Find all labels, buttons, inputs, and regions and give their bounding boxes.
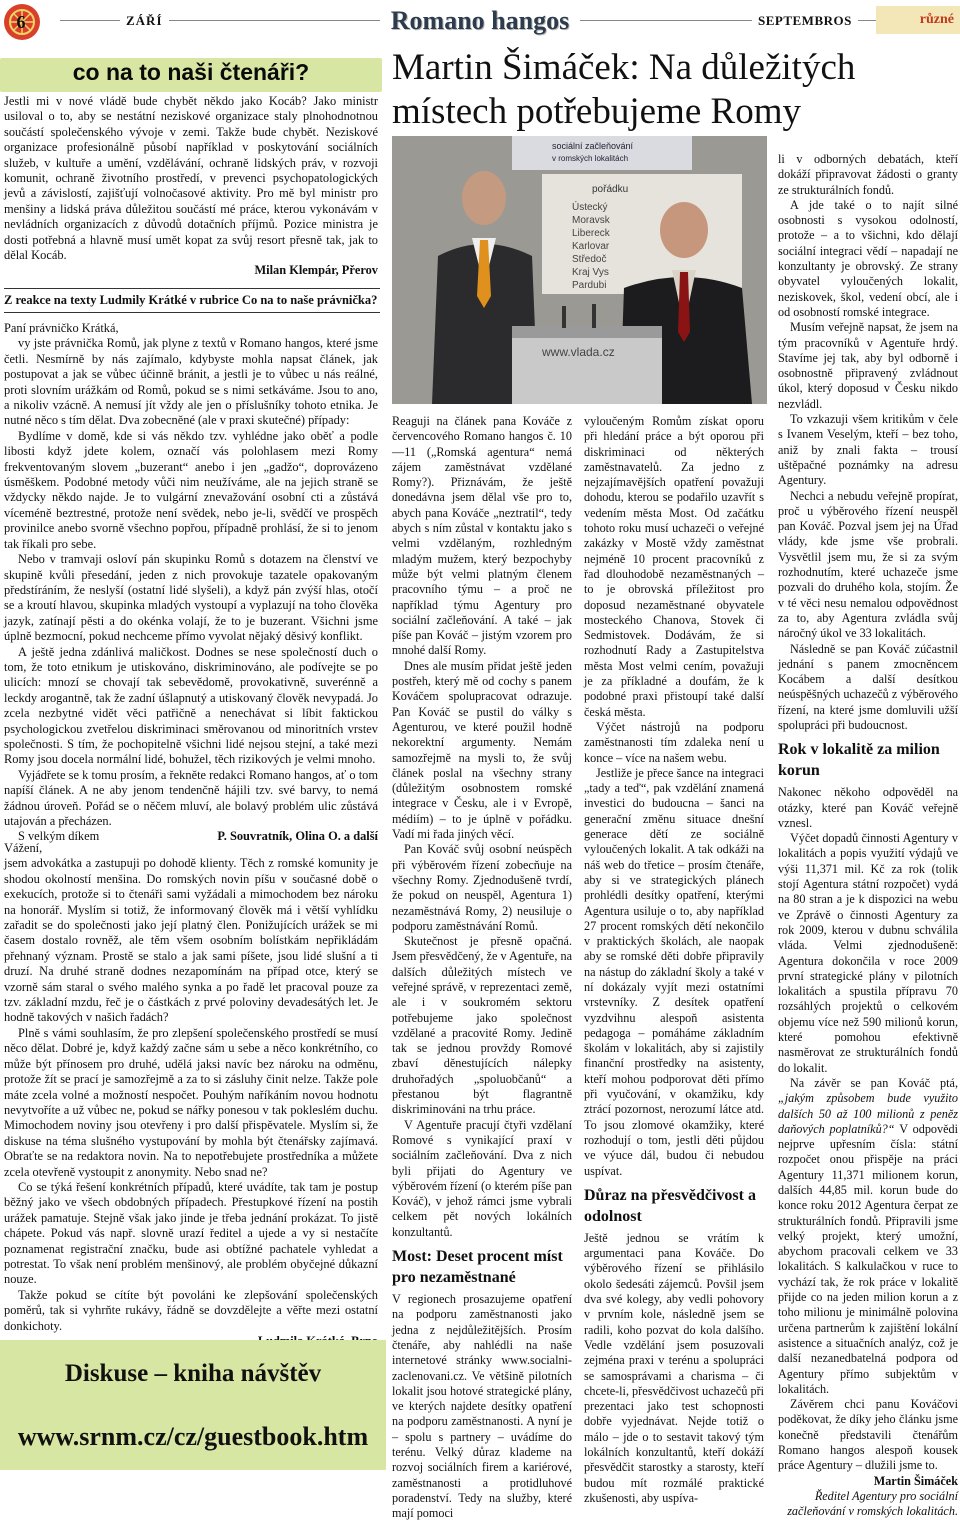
letter-signature: Milan Klempár, Přerov <box>254 263 378 278</box>
article-paragraph: Jestliže je přece šance na integraci „tady a teď“, pak vzdělání znamená investici do budoucna – šanci na generační změnu situace dnešní generace dětí ze sociálně vyloučených lokalit. A tak odkáži na náš web do třetice – prosím čtenáře, aby si ve strategických plánech prohlédli desítky opatření, kterými Agentura usiluje o to, aby například 27 procent romských dětí nekončilo v praktických školách, ale naopak aby se romské děti dobře připravily na nástup do základní školy a také v ní dokázaly vyjít mezi ostatními vrstevníky. Z desítek opatření vyzdvihnu alespoň asistenta pedagoga – pomáháme základním školám v lokalitách, aby si zajistily finanční prostředky na asistenty, kteří mohou podporovat děti přímo při vyučování, v okamžiku, kdy ztrácí pozornost, nerozumí látce atd. To jsou zlomové okamžiky, které rozhodují o tom, jestli děti půjdou ve výuce dál, budou či nebudou uspívat. <box>584 765 764 1178</box>
article-text: Na závěr se pan Kováč ptá, <box>790 1075 958 1090</box>
article-photo <box>392 136 767 404</box>
section-heading: Rok v lokalitě za milion korun <box>778 741 940 780</box>
article-paragraph: Výčet dopadů činnosti Agentury v lokalitách a popis využití výdajů ve výši 11,371 mil. Kč za rok (tolik stojí Agentura státní rozpočet) vydá na 80 stran a je k dispozici na webu ve Zprávě o činnosti Agentury za rok 2009, kterou v dubnu schválila vláda. Velmi zjednodušeně: Agentura dokončila v roce 2009 první strategické plány v pilotních lokalitách a spustila přípravu 70 rozsáhlých projektů o celkovém objemu více než 590 milionů korun, které pomohou efektivně nasměrovat ze strukturálních fondů do lokalit. <box>778 831 958 1075</box>
photo-banner-line1: sociální začleňování <box>552 141 634 151</box>
readers-banner-text: co na to naši čtenáři? <box>72 59 310 85</box>
photo-banner-line2: v romských lokalitách <box>552 154 629 163</box>
letter-paragraph: Vyjádřete se k tomu prosím, a řekněte redakci Romano hangos, ať o tom napíší článek. A ne aby jenom tendenčně hájili tzv. své barvy, to nemá žádnou úroveň. Pořád se o něčem mluví, ale bolavý problém ulic zůstává utajován a přecházen. <box>4 767 378 828</box>
photo-agenda-item: Středoč <box>572 254 607 265</box>
author-name: Martin Šimáček <box>873 1473 958 1488</box>
article-quote: „jakým způsobem bude využito dalších 50 až 100 milionů z peněz daňových poplatníků?“ <box>778 1091 958 1136</box>
section-heading: Důraz na přesvědčivost a odolnost <box>584 1186 756 1225</box>
article-paragraph <box>778 1076 958 1397</box>
letter-paragraph: A ještě jedna zdánlivá maličkost. Dodnes se nese společností duch o tom, že toto etnikum je utiskováno, diskriminováno, ale podívejte se po ulicích: mnozí se chovají tak sebevědomě, provokativně, suverénně a leckdy arogantně, tak že zadní úšlapnutý a utiskovaný člověk nevypadá. Jo zcela nezbytné vidět věci patřičně a nenechávat si líbit faktickou psychologickou zvetřelou diskriminaci směrovanou od minoritních vrstev společnosti. S tím, že pochopitelně všichni lidé nejsou stejní, a také mezi Romy jsou docela normální lidé, bohužel, těch rizikových je velmi mnoho. <box>4 644 378 767</box>
guestbook-heading: Diskuse – kniha návštěv <box>64 1360 322 1387</box>
article-paragraph: V regionech prosazujeme opatření na podporu zaměstnanosti jako jedna z nejdůležitějších. Prosím čtenáře, aby nahlédli na naše internetové stránky www.socialni-zaclenovani.cz. Ve většině pilotních lokalit jsou hotové strategické plány, ve kterých najdete desítky opatření na podporu zaměstnanosti. A nyní je – spolu s partnery – uvádíme do terénu. Velký důraz klademe na rozvoj sociálních firem a kariérové, zaměstnanosti a protidluhové poradenství. Tedy na služby, které mají pomoci <box>392 1292 572 1521</box>
photo-agenda-item: Karlovar <box>572 241 610 252</box>
article-paragraph: Nechci a nebudu veřejně propírat, proč u výběrového řízení neuspěl pan Kováč. Pozval jsem jej na Úřad vlády, kde jsme vše probrali. Vysvětlil jsem mu, že si za svým rozhodnutím, které uchazeče jsme pozvali do druhého kola, stojím. Že v té věci nesu nemalou odpovědnost za to, aby Agentura zvládla svůj náročný úkol ve 33 lokalitách. <box>778 488 958 641</box>
article-paragraph: Skutečnost je přesně opačná. Jsem přesvědčený, že v Agentuře, na dalších důležitých místech ve veřejné správě, v reprezentaci země, ale i v soukromém sektoru potřebujeme jako společnost vzdělané a pracovité Romy. Jedině tak se jednou provždy Romové zbaví děnestujících nálepky druhořadých „spoluobčanů“ a přestanou být flagrantně diskriminováni na trhu práce. <box>392 934 572 1117</box>
photo-agenda-item: Ústecký <box>572 202 608 213</box>
article-paragraph: Závěrem chci panu Kováčovi poděkovat, že díky jeho článku jsme konečně představili čtenářům Romano hangos alespoň kousek práce Agentury – dlužili jsme to. <box>778 1397 958 1473</box>
reaction-subhead: Z reakce na texty Ludmily Krátké v rubrice Co na to naše právnička? <box>4 288 380 313</box>
letter-paragraph: Takže pokud se cítíte být povoláni ke zlepšování společenských poměrů, tak si vyhrňte rukávy, řádně se dovzdělejte a věřte mezi ostatní donkichoty. <box>4 1287 378 1333</box>
article-paragraph: Ještě jednou se vrátím k argumentaci pana Kováče. Do výběrového řízení se přihlásilo okolo šedesáti zájemců. Povšil jsem dva své kolegy, aby vedli pohovory v prvním kole, následně jsem se radili, koho pozvat do kola dalšího. Vedle vzdělání jsem posuzovali zejména praxi v terénu a spolupráci se samosprávami a charisma – či chcete-li, přesvědčivost uchazečů při prezentaci jako test schopnosti dobře vyjednávat. Nejde totiž o málo – jde o to sestavit takový tým lokálních konzultantů, kteří dokáží přesvědčit starostky a starosty, kteří budou mít rozmálé praktické zkušenosti, aby uspíva- <box>584 1230 765 1505</box>
month-left: ZÁŘÍ <box>120 13 169 29</box>
letter-kratka <box>4 841 378 1349</box>
article-paragraph: V Agentuře pracují čtyři vzdělaní Romové s vynikající praxí v sociálním začleňování. Dva z nich byli přijati do Agentury ve výběrovém řízení (o kterém píše pan Kováč), v jehož rámci jsme vybrali celkem pět nových lokálních konzultantů. <box>392 1117 572 1239</box>
author-role: Ředitel Agentury pro sociální začleňování v romských lokalitách. <box>787 1488 958 1519</box>
publication-title: Romano hangos <box>380 6 580 36</box>
letter-paragraph: Bydlíme v domě, kde si vás někdo tzv. vyhlédne jako oběť a podle libosti když jdete kolem, označí vás polohlasem mezi Romy frekventovaným slovem „buzerant“ anebo i jen „gadžo“, doprovázeno úsměškem. Podobné metody vůči nim neužíváme, ale na jejich straně se vždycky někdo najde. Je to vulgární znevažování osobní cti a zůstává víceméně beztrestné, protože není svědek, nebo je-li, svědčí ve prospěch provinilce anebo svorně všechno popřou, případně prohlásí, že si to jenom tak říkali pro sebe. <box>4 428 378 551</box>
article-paragraph: To vzkazuji všem kritikům v čele s Ivanem Veselým, kteří – bez toho, aniž by znali fakta – trousí uštěpačné poznámky na adresu Agentury. <box>778 412 958 488</box>
letter-klempar <box>4 94 378 279</box>
article-paragraph: Následně se pan Kováč zúčastnil jednání s panem zmocněncem Kocábem a další desítkou neúspěšných uchazečů z výběrového řízení, na které jsme domluvili užší spolupráci při budoucnost. <box>778 641 958 732</box>
article-paragraph: Výčet nástrojů na podporu zaměstnanosti tím zdaleka není u konce – více na našem webu. <box>584 719 764 765</box>
letter-paragraph: Nebo v tramvaji osloví pán skupinku Romů s dotazem na členství ve skupině kvůli přesedání, jeden z nich provokuje tazatele opakovaným předstíráním, že neslyší (ostatní lidé slyšeli), a když pán zvýší hlas, otočí se a kroutí hlavou, skupinka mladých vystoupí a vyplazují na toho člověka jazyk, zatínají pěsti a do okénka volají, že to je buzerant. Všichni jsme úplně bezmocní, pokud nechceme přímo vyvolat nějaký děsivý konflikt. <box>4 552 378 644</box>
month-right: SEPTEMBROS <box>752 13 858 29</box>
letter-souvratnik <box>4 321 378 845</box>
letter-signature: P. Souvratník, Olina O. a další <box>217 829 378 844</box>
readers-banner <box>0 58 382 92</box>
letter-salutation: Vážení, <box>4 841 43 855</box>
article-paragraph: li v odborných debatách, kteří dokáží připravovat žádosti o granty ze strukturálních fondů. <box>778 152 958 197</box>
letter-text: Jestli mi v nové vládě bude chybět někdo jako Kocáb? Jako ministr usiloval o to, aby se nestátní neziskové organizace staly plnohodnotnou součástí společenského vývoje v zemi. Takže bude chybět. Neziskové organizace profesionálně působí například v poskytování sociálních služeb, v kultuře a umění, vzdělávání, ochraně lidských práv, v rozvoji komunit, ochraně životního prostředí, v prevenci psychopatologických jevů a závislostí, zajišťují volnočasové aktivity. Pro mě byl ministr pro menšiny a lidská práva důležitou součástí mé práce, kterou vykonávám v nevládních organizacích z důvodů dotačních příjmů. Pozice ministra je dosti potřebná a hlavně musí umět kopat za svůj resort přesně tak, jak to dělal Kocáb. <box>4 94 378 263</box>
page-header <box>0 0 960 44</box>
guestbook-link[interactable]: www.srnm.cz/cz/guestbook.htm <box>17 1422 369 1451</box>
photo-agenda-item: Kraj Vys <box>572 267 609 278</box>
article-paragraph: vyloučeným Romům získat oporu při hledání práce a být oporou při diskriminaci od některých zaměstnavatelů. Za jedno z nejzajímavějších opatření považuji dohodu, kterou se podařilo uzavřít s vedením města Most. Od začátku tohoto roku musí uchazeči o veřejné zakázky v Mostě vždy zaměstnat nejméně 10 procent pracovníků z řad dlouhodobě nezaměstnaných – to je obrovská příležitost pro doposud nezaměstnané obyvatele mosteckého Chanova, Stovek či Sedmistovek. Dodávám, že si rozhodnutí Rady a Zastupitelstva města Most velmi cením, považuji je za příkladné a doufám, že k podobné praxi přistoupí také další česká města. <box>584 414 764 719</box>
article-paragraph: Reaguji na článek pana Kováče z červencového Romano hangos č. 10—11 („Romská agentura“ nemá zájem zaměstnávat vzdělané Romy?). Přiznávám, že ještě donedávna jsem dělal vše pro to, abych pana Kováče „neztratil“, tedy abych s ním zůstal v kontaktu jako s velmi vzdělaným, rozhledným mladým mužem, který bezpochyby může být velmi platným členem pracovního týmu – a proč ne například týmu Agentury pro sociální začleňování. A také – jak píše pan Kováč – jistým vzorem pro mnohé další Romy. <box>392 414 572 658</box>
section-heading: Most: Deset procent míst pro nezaměstnané <box>392 1248 563 1287</box>
rubric-label: různé <box>876 6 960 34</box>
podium-label: www.vlada.cz <box>542 345 615 359</box>
letter-paragraph: vy jste právnička Romů, jak plyne z textů v Romano hangos, které jsme četli. Nesmírně by nás zajímalo, kdybyste mohla napsat článek, jak postupovat a jak se vůbec účinně bránit, a jestli je to vůbec u nás reálné, proti slovním urážkám od Romů, pokud se s nimi setkáváme. Jsou to ano, a nikoliv vzácně. A nemusí jít vždy ale jen o příslušníky tohoto etnika. Je nutné něco s tím dělat. Dva zobecněné (ale v praxi skutečné) případy: <box>4 336 378 428</box>
article-paragraph: Nakonec někoho odpověděl na otázky, které pan Kováč veřejně vznesl. <box>778 785 958 830</box>
photo-agenda-item: Pardubi <box>572 280 607 291</box>
article-column-1 <box>392 414 572 1521</box>
article-paragraph: Musím veřejně napsat, že jsem na tým pracovníků v Agentuře hrdý. Stavíme jej tak, aby byl odborně i osobnostně připravený zvládnout úkol, který doposud v Česku nikdo nezvládl. <box>778 320 958 411</box>
letter-paragraph: Plně s vámi souhlasím, že pro zlepšení společenského prostředí se musí něco dělat. Dobré je, když každý začne sám u sebe a něco konkrétního, co může být přínosem pro druhé, udělá jaksi navíc bez nároku na odměnu, protože žít se prací je samozřejmě a za to si zásluhy činit nelze. Takže pole máte zcela volné a možností nespočet. Pouhým naříkáním novou hodnotu nevytvoříte a už vůbec ne, pokud se nářky ponesou v tak pokleslém duchu. Mimochodem noviny jsou otevřeny i pro další přispěvatele. Myslím si, že diskuse na téma slušného vystupování by mohla být čtenářsky zajímavá. Obraťte se na redaktora novin. Na to nepotřebujete prostředníka a můžete zcela otevřeně vystoupit z anonymity. Nebo snad ne? <box>4 1025 378 1179</box>
photo-agenda-item: Libereck <box>572 228 610 239</box>
article-title: Martin Šimáček: Na důležitých místech potřebujeme Romy <box>392 47 856 132</box>
guestbook-box <box>0 1340 386 1470</box>
photo-agenda: pořádku <box>592 184 629 195</box>
page-number: 6 <box>16 12 26 32</box>
letter-closing: S velkým díkem <box>18 829 100 844</box>
article-paragraph: Pan Kováč svůj osobní neúspěch při výběrovém řízení zobecňuje na všechny Romy. Zjednodušeně tvrdí, že pokud on neuspěl, Agentura 1) nezaměstnává Romy, 2) neusiluje o podporu zaměstnávání Romů. <box>392 842 572 933</box>
article-column-2 <box>584 414 764 1506</box>
press-conference-illustration <box>392 136 767 404</box>
letter-paragraph: Co se týká řešení konkrétních případů, které uvádíte, tak tam je postup běžný jako ve všech obdobných případech. Přestupkové řízení na postih urážek pamatuje. Stejně však jako jinde je třeba jednání prokázat. To jistě chápete. Pokud vás např. slovně urazí ředitel a ujede a vy si nestačíte poznamenat registrační značku, bude asi obtížné pachatele vyhledat a potrestat. To však není problém menšinový, ale problém obyčejné důkazní nouze. <box>4 1179 378 1287</box>
article-paragraph: A jde také o to najít silné osobnosti s vysokou odolností, protože – a to všichni, kdo dělají sociální integraci vědí – napadají ne konzultanty je obrovský. Ze strany obyvatel vyloučených lokalit, neziskovek, škol, vedení obcí, ale i od osobností romské integrace. <box>778 197 958 319</box>
article-column-3 <box>778 152 958 1520</box>
photo-agenda-item: Moravsk <box>572 215 610 226</box>
letter-salutation: Paní právničko Krátká, <box>4 321 119 335</box>
letter-paragraph: jsem advokátka a zastupuji po dohodě klienty. Těch z romské komunity je shodou okolností menšina. Do romských novin píšu v současné době o exekucích, protože si to čtenáři sami vyžádali a mimochodem bez nároku na honorář. Myslím si totiž, že informovaný člověk má i větší vyhlídku zařadit se do společnosti jako její platný člen. Ponižujících urážek se mi časem dostalo rovněž, ale těm všem osobním bolístkám nepřikládám přehnaný význam. Prostě se stalo a jak sami píšete, jsou lidé slušní a ti druzí. Na druhé straně dodnes nezapomínám na případ otce, který se vzorně sám staral o svého malého synka a po řadě let pracoval pouze za tzv. základní mzdu, řeč je o částkách z prvé poloviny devadesátých let. Je hodně takových v našich řadách? <box>4 856 378 1025</box>
article-text: V odpovědi nejprve upřesním čísla: státní rozpočet onou přispěje na práci Agentury 11,371 milionem korun, dalších 44,85 mil. korun bude do konce roku 2012 Agentura čerpat ze strukturálních fondů. Připravili jsme velký projekt, který umožní, abychom pracovali celkem ve 33 lokalitách. S kalkulačkou v ruce to vychází tak, že rok práce v lokalitě přijde co na jeden milion korun a z toho milionu je minimálně polovina určena partnerům k zajištění lokální asistence a situačních analýz, což je další nezanedbatelná podpora od Agentury přímo subjektům v lokalitách. <box>778 1121 958 1396</box>
article-paragraph: Dnes ale musím přidat ještě jeden postřeh, který mě od cochy s panem Kováčem spolupracovat odrazuje. Pan Kováč se pustil do války s Agenturou, ve které použil hodně nekorektní argumenty. Nemám samozřejmě na mysli to, že svůj článek poslal na všechny strany (důležitým osobnostem romské integrace v Česku, ale i v Evropě, médiím) – to je úplně v pořádku. Vadí mi řada jiných věcí. <box>392 658 572 842</box>
